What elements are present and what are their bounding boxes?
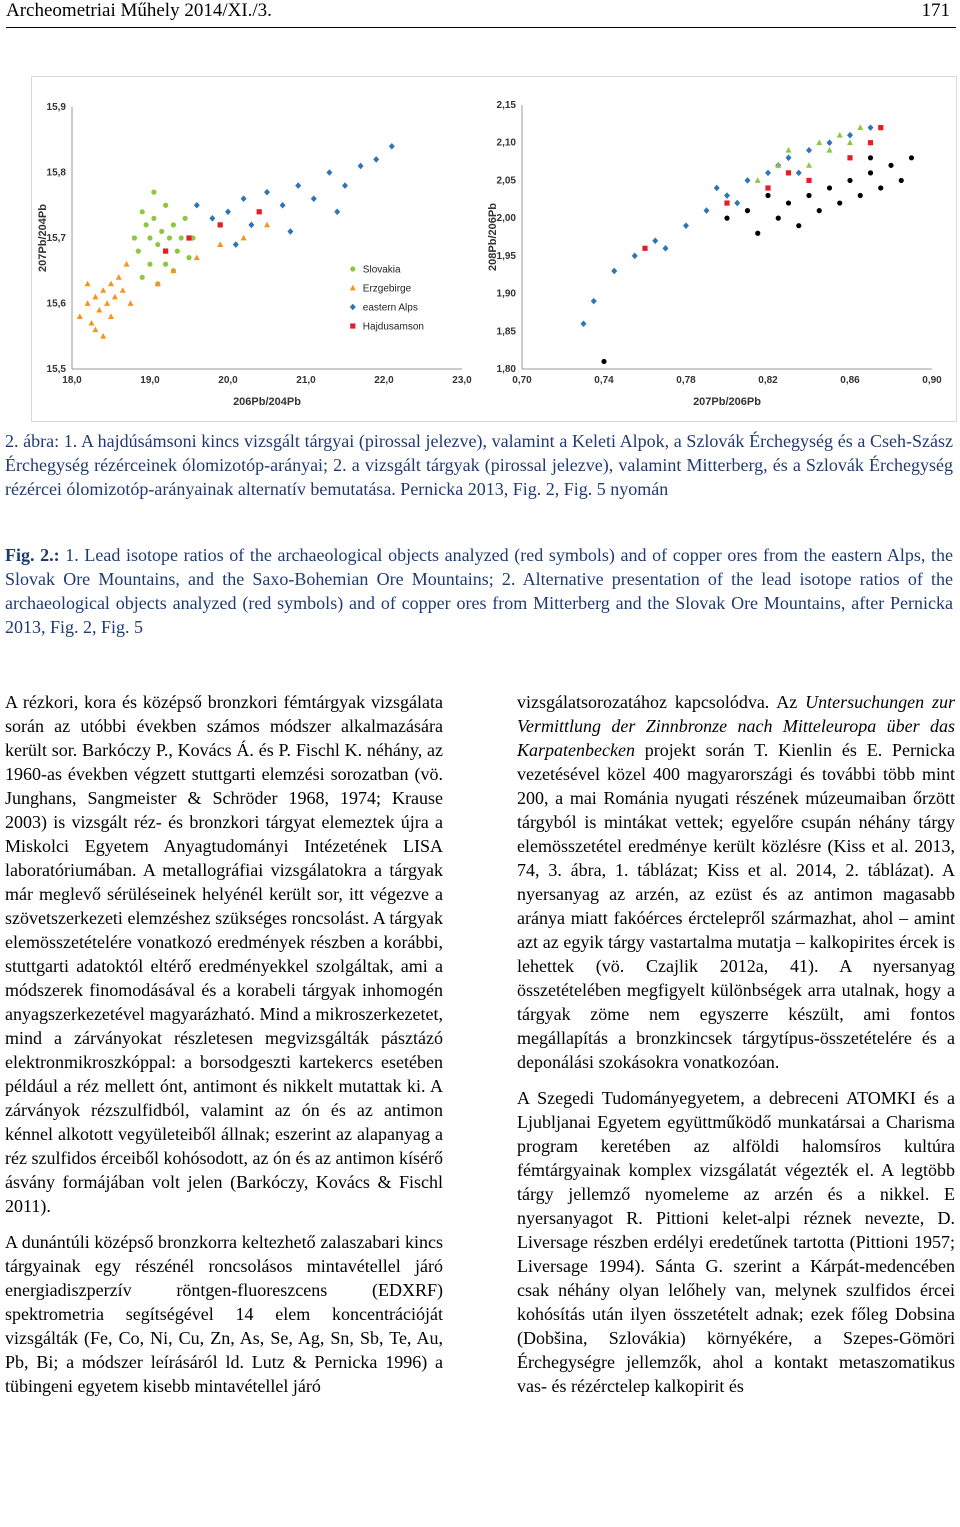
data-point <box>104 300 110 306</box>
running-header <box>6 0 954 30</box>
data-point <box>163 203 168 208</box>
data-point <box>765 185 770 190</box>
page-number: 171 <box>921 0 950 21</box>
data-point <box>132 235 137 240</box>
data-point <box>147 262 152 267</box>
data-point <box>280 202 286 209</box>
y-tick-label: 1,85 <box>496 326 516 338</box>
data-point <box>847 132 853 139</box>
x-tick-label: 21,0 <box>296 375 316 386</box>
data-point <box>806 147 812 154</box>
data-point <box>847 178 852 183</box>
data-point <box>858 193 863 198</box>
data-point <box>144 222 149 227</box>
data-point <box>837 132 843 138</box>
data-point <box>817 208 822 213</box>
legend-label: eastern Alps <box>362 302 418 314</box>
data-point <box>786 200 791 205</box>
x-tick-label: 22,0 <box>374 375 394 386</box>
data-point <box>827 147 833 153</box>
left-column <box>5 690 443 1410</box>
data-point <box>868 170 873 175</box>
data-point <box>878 185 883 190</box>
data-point <box>209 215 215 222</box>
data-point <box>171 222 176 227</box>
data-point <box>163 262 168 267</box>
data-point <box>899 178 904 183</box>
data-point <box>85 300 91 306</box>
y-tick-label: 15,8 <box>46 167 66 179</box>
data-point <box>186 255 191 260</box>
data-point <box>796 170 802 177</box>
data-point <box>120 287 126 293</box>
caption-en-text: 1. Lead isotope ratios of the archaeological objects analyzed (red symbols) and of copper ores from the eastern Alps, the Slovak Ore Mountains, and the Saxo-Bohemian Ore Mountains; 2. Alternative presentation of the lead isotope ratios of the archaeological objects analyzed (red symbols) and of copper ores from Mitterberg and the Slovak Ore Mountains, after Pernicka 2013, Fig. 2, Fig. 5 <box>5 545 953 637</box>
data-point <box>724 200 729 205</box>
y-tick-label: 1,95 <box>496 250 516 262</box>
data-point <box>311 195 317 202</box>
data-point <box>257 209 262 214</box>
x-tick-label: 18,0 <box>62 375 82 386</box>
y-tick-label: 1,80 <box>496 364 516 375</box>
data-point <box>136 249 141 254</box>
data-point <box>264 189 270 196</box>
caption-en-label: Fig. 2.: <box>5 545 60 565</box>
data-point <box>89 320 95 326</box>
data-point <box>167 235 172 240</box>
data-point <box>225 209 231 216</box>
data-point <box>786 147 792 153</box>
legend-marker <box>350 266 355 271</box>
data-point <box>92 294 98 300</box>
data-point <box>765 170 771 177</box>
data-point <box>806 178 811 183</box>
data-point <box>326 169 332 176</box>
data-point <box>724 192 730 199</box>
paragraph-right-1-text-a: vizsgálatsorozatához kapcsolódva. Az <box>517 692 806 712</box>
data-point <box>847 140 853 146</box>
data-point <box>868 155 873 160</box>
data-point <box>128 300 134 306</box>
legend-label: Erzgebirge <box>362 283 412 295</box>
data-point <box>295 182 301 189</box>
y-axis-label: 208Pb/206Pb <box>487 203 499 271</box>
data-point <box>116 274 122 280</box>
data-point <box>163 249 168 254</box>
data-point <box>755 231 760 236</box>
data-point <box>755 177 761 183</box>
data-point <box>147 235 152 240</box>
data-point <box>776 216 781 221</box>
x-axis-label: 206Pb/204Pb <box>233 396 301 408</box>
data-point <box>847 155 852 160</box>
data-point <box>601 359 606 364</box>
x-tick-label: 19,0 <box>140 375 160 386</box>
caption-hu: 2. ábra: 1. A hajdúsámsoni kincs vizsgált tárgyai (pirossal jelezve), valamint a Keleti Alpok, a Szlovák Érchegység és a Cseh-Szász Érchegység rézérceinek ólomizotóp-arányai; 2. a vizsgált tárgyak (pirossal jelezve), valamint Mitterberg, és a Szlovák Érchegység rézércei ólomizotóp-arányainak alternatív bemutatása. Pernicka 2013, Fig. 2, Fig. 5 nyomán <box>5 431 953 499</box>
caption-en <box>5 543 953 639</box>
data-point <box>868 140 873 145</box>
data-point <box>611 268 617 275</box>
right-column <box>517 690 955 1410</box>
data-point <box>241 195 247 202</box>
data-point <box>704 207 710 214</box>
data-point <box>632 253 638 260</box>
data-point <box>241 235 247 241</box>
data-point <box>175 249 180 254</box>
legend-label: Hajdusamson <box>362 321 424 333</box>
x-tick-label: 0,70 <box>512 375 532 386</box>
data-point <box>264 222 270 228</box>
data-point <box>786 155 792 162</box>
y-tick-label: 2,00 <box>496 213 516 225</box>
data-point <box>248 222 254 229</box>
paragraph-right-1-text-b: projekt során T. Kienlin és E. Pernicka vezetésével közel 400 magyarországi és további több mint 200, a mai Románia nyugati részének múzeumaiban őrzött tárgyból is mintákat vettek; egyelőre csupán néhány tárgy elemösszetétel eredménye került közlésre (Kiss et al. 2013, 74, 3. ábra, 1. táblázat; Kiss et al. 2014, 2. táblázat). A nyersanyag az arzén, az ezüst és az antimon magasabb aránya miatt fakóérces érctelepről származhat, ahol – amint azt az egyik tárgy vastartalma mutatja – kalkopirites ércek is lehettek (vö. Czajlik 2012a, 41). A nyersanyag összetételében megfigyelt különbségek arra utalnak, hogy a tárgyak zöme nem egyszerre készült, ami fontos megállapítás a bronzkincsek tárgytípus-összetételére és a deponálási szokásokra vonatkozóan. <box>517 740 955 1072</box>
data-point <box>373 156 379 163</box>
legend-marker <box>350 304 356 311</box>
data-point <box>663 245 669 252</box>
x-tick-label: 0,78 <box>676 375 696 386</box>
data-point <box>159 229 164 234</box>
data-point <box>909 155 914 160</box>
data-point <box>765 193 770 198</box>
data-point <box>233 241 239 248</box>
data-point <box>217 241 223 247</box>
data-point <box>100 287 106 293</box>
data-point <box>816 140 822 146</box>
data-point <box>652 237 658 244</box>
y-tick-label: 2,10 <box>496 137 516 149</box>
header-rule <box>6 27 956 28</box>
data-point <box>796 223 801 228</box>
data-point <box>155 242 160 247</box>
data-point <box>745 177 751 184</box>
y-tick-label: 15,6 <box>46 298 66 310</box>
data-point <box>745 208 750 213</box>
data-point <box>358 163 364 170</box>
y-tick-label: 15,9 <box>46 102 66 113</box>
y-tick-label: 2,05 <box>496 175 516 187</box>
data-point <box>140 275 145 280</box>
data-point <box>581 320 587 327</box>
y-axis-label: 207Pb/204Pb <box>37 204 49 272</box>
data-point <box>108 281 114 287</box>
x-tick-label: 0,90 <box>922 375 942 386</box>
data-point <box>334 209 340 216</box>
data-point <box>806 193 811 198</box>
data-point <box>806 162 812 168</box>
paragraph-right-2: A Szegedi Tudományegyetem, a debreceni ATOMKI és a Ljubljanai Egyetem együttműködő munkatársai a Charisma program keretében az alföldi halomsíros kultúra fémtárgyainak komplex vizsgálatát végezték el. A legtöbb tárgy jellemző nyomeleme az arzén és a nikkel. E nyersanyagot R. Pittioni kelet-alpi réznek nevezte, D. Liversage részben erdélyi eredetűnek tartotta (Pittioni 1957; Liversage 1994). Sánta G. szerint a Kárpát-medencében csak néhány olyan lelőhely van, melynek szulfidos ércei kohósítás után ilyen összetételt adnak; ezek főleg Dobsina (Dobšina, Szlovákia) környékére, a Szepes-Gömöri Érchegységre jellemzők, ahol a kontakt metaszomatikus vas- és rézércteleр kalkopirit és <box>517 1088 955 1396</box>
y-tick-label: 1,90 <box>496 288 516 300</box>
data-point <box>96 307 102 313</box>
y-tick-label: 15,5 <box>46 364 66 375</box>
data-point <box>112 294 118 300</box>
data-point <box>179 235 184 240</box>
data-point <box>888 163 893 168</box>
lead-isotope-plots <box>32 77 956 421</box>
y-tick-label: 2,15 <box>496 100 516 111</box>
data-point <box>342 182 348 189</box>
journal-title: Archeometriai Műhely 2014/XI./3. <box>6 0 272 21</box>
data-point <box>827 185 832 190</box>
paragraph-left-2: A dunántúli középső bronzkorra keltezhető zalaszabari kincs tárgyainak egy részénél roncsolásos mintavétellel járó energiadiszperzív röntgen-fluoreszcens (EDXRF) spektrometria segítségével 14 elem koncentrációját vizsgálták (Fe, Co, Ni, Cu, Zn, As, Se, Ag, Sn, Sb, Te, Au, Pb, Bi; a módszer leírásáról ld. Lutz & Pernicka 1996) a tübingeni egyetem kisebb mintavétellel járó <box>5 1232 443 1396</box>
data-point <box>827 139 833 146</box>
x-axis-label: 207Pb/206Pb <box>693 396 761 408</box>
data-point <box>878 125 883 130</box>
data-point <box>85 281 91 287</box>
data-point <box>642 246 647 251</box>
y-tick-label: 15,7 <box>46 233 66 244</box>
paragraph-left-1: A rézkori, kora és középső bronzkori fémtárgyak vizsgálata során az utóbbi években számos módszer alkalmazására került sor. Barkóczy P., Kovács Á. és P. Fischl K. néhány, az 1960-as években végzett stuttgarti elemzési sorozatban (vö. Junghans, Sangmeister & Schröder 1968, 1974; Krause 2003) is vizsgált réz- és bronzkori tárgyat elemeztek újra a Miskolci Egyetem Anyagtudományi Intézetének LISA laboratóriumában. A metallográfiai vizsgálatokra a tárgyak már meglevő sérüléseinek helyénél került sor, itt végezve a szövetszerkezeti elemzéshez szükséges roncsolást. A tárgyak elemösszetételére vonatkozó eredmények részben a korábbi, stuttgarti adatoktól eltérő eredményekkel szolgáltak, ami a módszerek finomodásával és a korabeli tárgyak inhomogén anyagszerkezetével magyarázható. Mind a mikroszerkezetet, mind a zárványokat részletesen megvizsgálták pásztázó elektronmikroszkóppal: a borsodgeszti kartekercs esetében például a réz mellett ónt, antimont és nikkelt mutattak ki. A zárványok rézszulfidból, valamint az ón és az antimon kénnel alkotott vegyületeiből állnak; eszerint az alapanyag a réz szulfidos érceiből kohósodott, az ón és az antimon kísérő ásvány formájában volt jelen (Barkóczy, Kovács & Fischl 2011). <box>5 692 443 1216</box>
data-point <box>77 313 83 319</box>
data-point <box>100 333 106 339</box>
data-point <box>108 313 114 319</box>
data-point <box>734 200 740 207</box>
data-point <box>194 202 200 209</box>
x-tick-label: 0,86 <box>840 375 860 386</box>
data-point <box>124 261 130 267</box>
x-tick-label: 20,0 <box>218 375 238 386</box>
legend-label: Slovakia <box>362 264 401 276</box>
data-point <box>194 254 200 260</box>
x-tick-label: 0,82 <box>758 375 778 386</box>
legend-marker <box>350 323 355 328</box>
data-point <box>837 200 842 205</box>
data-point <box>287 228 293 235</box>
legend-marker <box>350 285 356 291</box>
data-point <box>683 222 689 229</box>
data-point <box>218 222 223 227</box>
x-tick-label: 23,0 <box>452 375 472 386</box>
x-tick-label: 0,74 <box>594 375 614 386</box>
data-point <box>591 298 597 305</box>
data-point <box>389 143 395 150</box>
project-title-italic: Untersuchungen zur Vermittlung der Zinnbronze nach Mitteleuropa über das Karpatenbecken <box>517 692 955 760</box>
data-point <box>186 235 191 240</box>
data-point <box>714 185 720 192</box>
data-point <box>151 190 156 195</box>
data-point <box>183 216 188 221</box>
figure-2 <box>31 76 957 422</box>
data-point <box>140 209 145 214</box>
data-point <box>151 216 156 221</box>
data-point <box>92 327 98 333</box>
data-point <box>857 124 863 130</box>
data-point <box>724 216 729 221</box>
paragraph-right-1 <box>517 690 955 1074</box>
data-point <box>786 170 791 175</box>
data-point <box>868 124 874 131</box>
